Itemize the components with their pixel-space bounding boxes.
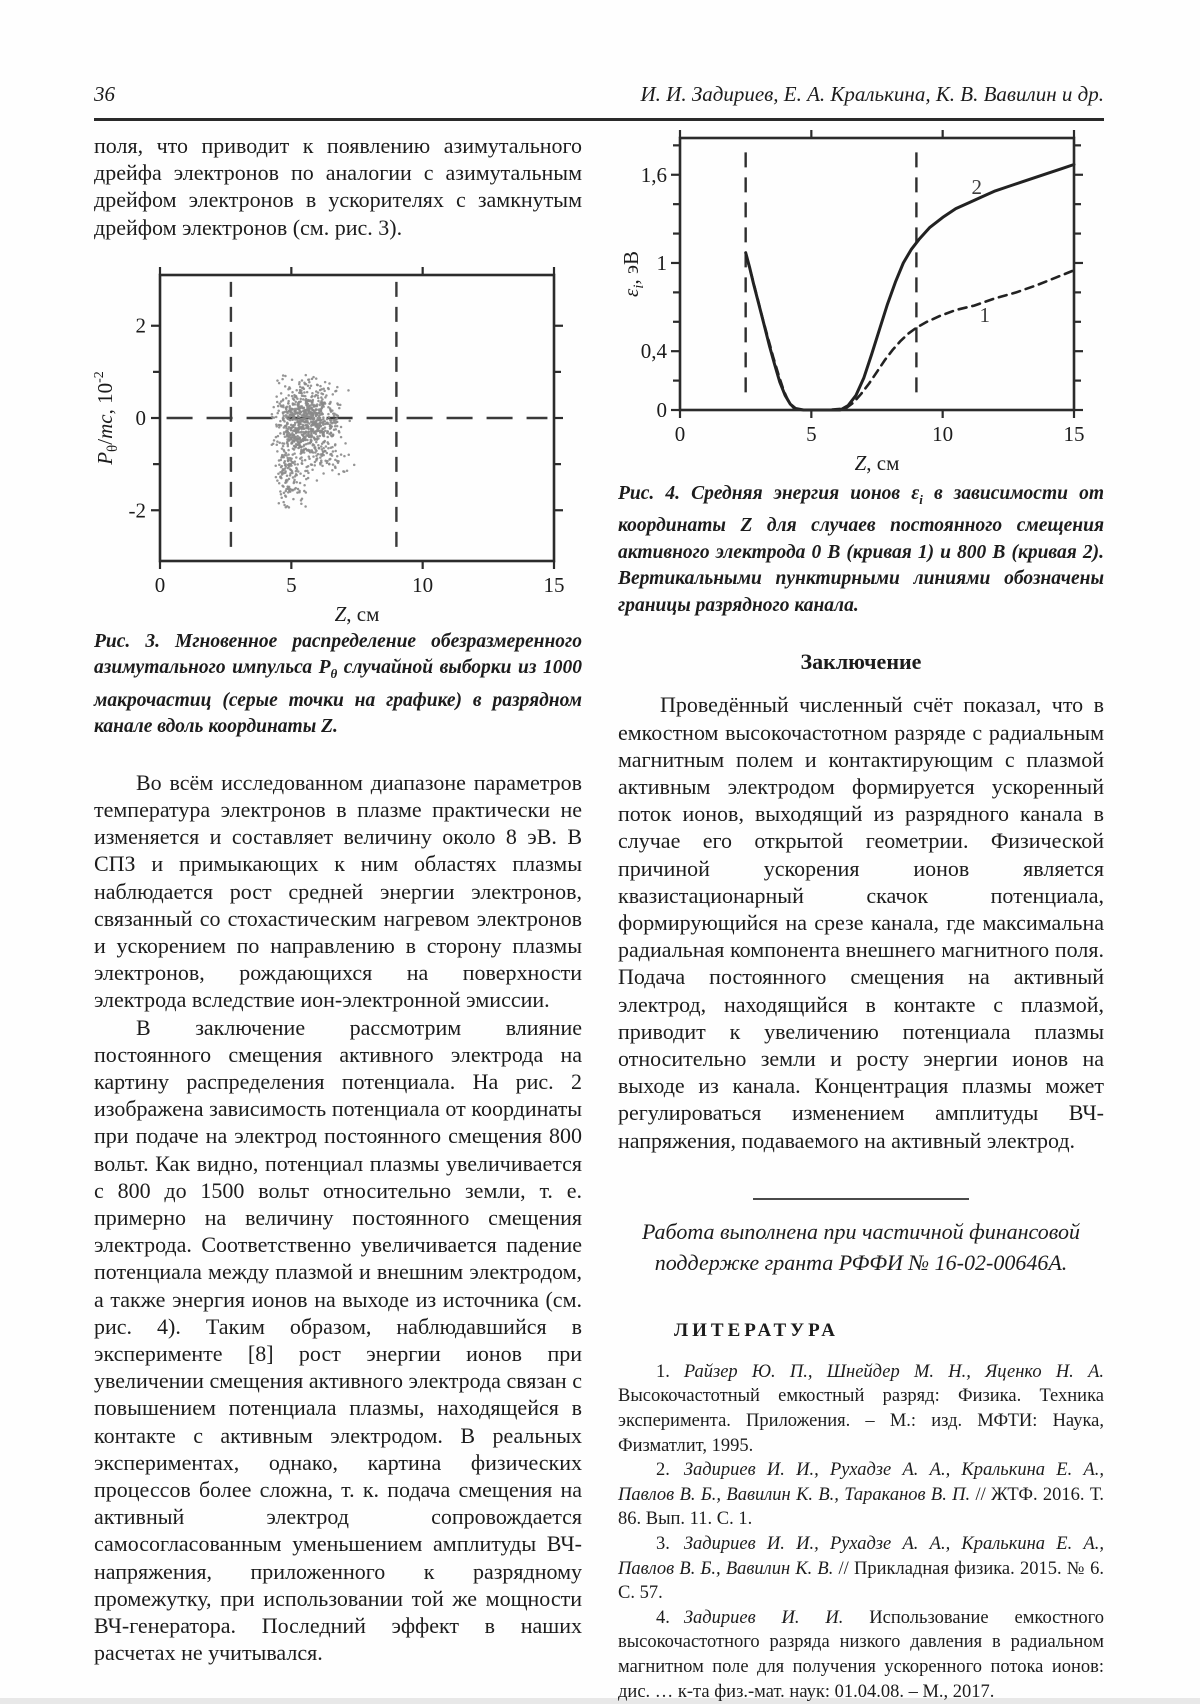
paragraph: Во всём исследованном диапазоне параметров температура электронов в плазме практически не изменяется и составляет величину около 8 эВ. В СПЗ и примыкающих к ним областях плазмы наблюдается рост средней энергии электронов, связанный со стохастическим нагревом электронов и ускорением по направлению в сторону плазмы электронов, рождающихся на поверхности электрода вследствие ион-электронной эмиссии. xyxy=(94,769,582,1013)
literature-heading: ЛИТЕРАТУРА xyxy=(674,1319,840,1341)
conclusion-heading: Заключение xyxy=(800,649,922,675)
acknowledgment-rule xyxy=(753,1198,969,1200)
svg-text:15: 15 xyxy=(543,572,565,597)
left-body-text xyxy=(94,769,582,1667)
running-head-authors: И. И. Задириев, Е. А. Кралькина, К. В. Вавилин и др. xyxy=(640,82,1104,106)
svg-text:0: 0 xyxy=(154,572,166,597)
fig4-line-chart xyxy=(618,128,1104,473)
page-number: 36 xyxy=(94,82,115,106)
svg-text:0: 0 xyxy=(674,422,686,446)
svg-text:10: 10 xyxy=(412,572,434,597)
fig3-caption: Рис. 3. Мгновенное распределение обезразмеренного азимутального импульса $P_\theta$ случайной выборки из 1000 макрочастиц (серые точки на графике) в разрядном канале вдоль координаты Z. xyxy=(94,630,582,738)
header-rule xyxy=(94,118,1104,121)
svg-text:1,6: 1,6 xyxy=(640,162,667,187)
svg-text:Pθ/mc, 10-2: $P_\theta/mc$, $10^{-2}$ xyxy=(92,371,121,465)
reference-item: 2. Задириев И. И., Рухадзе А. А., Кралькина Е. А., Павлов В. Б., Вавилин К. В., Тараканов В. П. // ЖТФ. 2016. Т. 86. Вып. 11. С. 1. xyxy=(618,1460,1104,1530)
svg-text:5: 5 xyxy=(806,422,817,446)
svg-text:15: 15 xyxy=(1063,422,1085,446)
left-column xyxy=(94,132,582,1666)
svg-text:Z, см: Z, см xyxy=(334,601,380,626)
svg-text:Z, см: Z, см xyxy=(854,451,900,475)
svg-text:10: 10 xyxy=(932,422,954,446)
svg-text:1: 1 xyxy=(979,302,990,327)
acknowledgment-text: Работа выполнена при частичной финансовой поддержке гранта РФФИ № 16-02-00646А. xyxy=(641,1218,1081,1275)
reference-list xyxy=(618,1360,1104,1704)
svg-text:0: 0 xyxy=(135,405,146,430)
reference-item: 1. Райзер Ю. П., Шнейдер М. Н., Яценко Н. А. Высокочастотный емкостный разряд: Физика. Техника эксперимента. Приложения. – М.: изд. МФТИ: Наука, Физматлит, 1995. xyxy=(618,1361,1104,1456)
reference-item: 4. Задириев И. И. Использование емкостного высокочастотного разряда низкого давления в радиальном магнитном поле для получения ускоренного потока ионов: дис. … к-та физ.-мат. наук: 01.04.08. – М., 2017. xyxy=(618,1607,1105,1702)
right-column xyxy=(618,128,1104,1704)
svg-text:0,4: 0,4 xyxy=(640,339,667,364)
svg-text:2: 2 xyxy=(135,313,146,338)
paragraph: В заключение рассмотрим влияние постоянного смещения активного электрода на картину распределения потенциала. На рис. 2 изображена зависимость потенциала от координаты при подаче на электрод постоянного смещения 800 вольт. Как видно, потенциал плазмы увеличивается с 800 до 1500 вольт относительно земли, т. е. примерно на величину постоянного смещения электрода. Соответственно увеличивается падение потенциала между плазмой и внешним электродом, а также энергия ионов на выходе из источника (см. рис. 4). Таким образом, наблюдавшийся в эксперименте [8] рост энергии ионов при увеличении смещения активного электрода связан с повышением потенциала плазмы, находящейся в контакте с активным электродом. В реальных экспериментах, однако, картина физических процессов более сложна, т. к. подача смещения на активный электрод сопровождается самосогласованным уменьшением амплитуды ВЧ-напряжения, приложенного к разрядному промежутку, при использовании той же мощности ВЧ-генератора. Последний эффект в наших расчетах не учитывался. xyxy=(94,1014,582,1666)
fig4-caption: Рис. 4. Средняя энергия ионов $\varepsilon_i$ в зависимости от координаты Z для случаев постоянного смещения активного электрода 0 В (кривая 1) и 800 В (кривая 2). Вертикальными пунктирными линиями обозначены границы разрядного канала. xyxy=(618,483,1104,616)
fig3-scatter-plot xyxy=(92,249,582,626)
reference-item: 3. Задириев И. И., Рухадзе А. А., Кралькина Е. А., Павлов В. Б., Вавилин К. В. // Прикладная физика. 2015. № 6. С. 57. xyxy=(618,1534,1104,1604)
svg-text:0: 0 xyxy=(656,398,667,422)
svg-text:5: 5 xyxy=(286,572,297,597)
intro-paragraph: поля, что приводит к появлению азимутального дрейфа электронов по аналогии с азимутальным дрейфом электронов в ускорителях с замкнутым дрейфом электронов (см. рис. 3). xyxy=(94,133,582,240)
figure-3 xyxy=(92,249,582,626)
svg-text:2: 2 xyxy=(971,174,983,199)
svg-text:εi, эВ: $\varepsilon_i$, эВ xyxy=(619,251,647,297)
svg-text:1: 1 xyxy=(656,250,667,275)
figure-4 xyxy=(618,128,1104,473)
page-header xyxy=(94,82,1104,107)
svg-text:-2: -2 xyxy=(128,498,146,523)
conclusion-paragraph: Проведённый численный счёт показал, что в емкостном высокочастотном разряде с радиальным магнитным полем и контактирующим с плазмой активным электродом формируется ускоренный поток ионов, выходящий из разрядного канала в случае его открытой геометрии. Физической причиной ускорения ионов является квазистационарный скачок потенциала, формирующийся на срезе канала, где максимальна радиальная компонента внешнего магнитного поля. Подача постоянного смещения на активный электрод, находящийся в контакте с плазмой, приводит к увеличению потенциала плазмы относительно земли и росту энергии ионов на выходе из канала. Концентрация плазмы может регулироваться изменением амплитуды ВЧ-напряжения, подаваемого на активный электрод. xyxy=(618,692,1104,1153)
